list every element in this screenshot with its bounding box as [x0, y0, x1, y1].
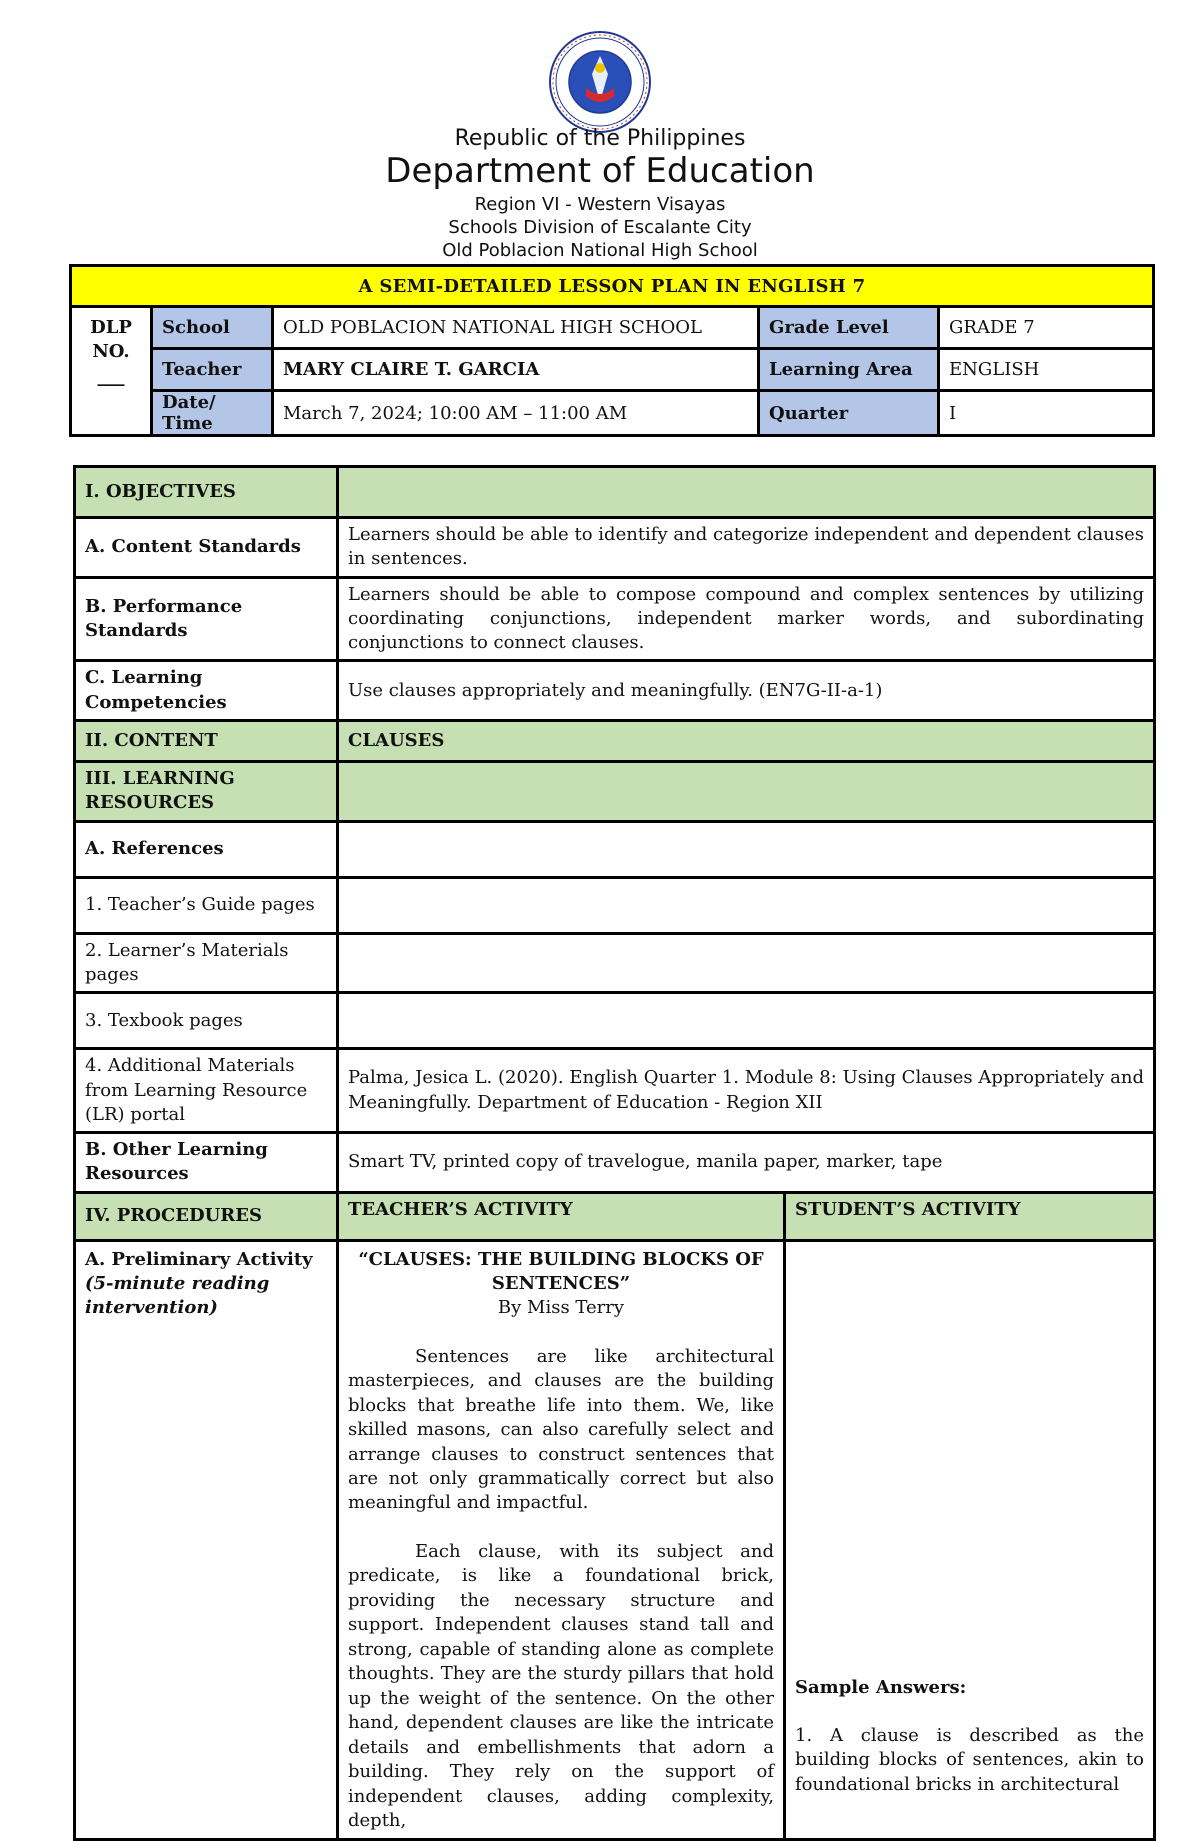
teachers-guide-value [338, 877, 1155, 933]
learning-competencies-value: Use clauses appropriately and meaningfully. (EN7G-II-a-1) [338, 661, 1155, 721]
learning-resources-fill [338, 762, 1155, 822]
other-resources-value: Smart TV, printed copy of travelogue, manila paper, marker, tape [338, 1133, 1155, 1193]
school-label: School [152, 307, 273, 349]
teacher-label: Teacher [152, 349, 273, 391]
reading-passage-cell [338, 1240, 785, 1839]
quarter-value: I [939, 391, 1154, 436]
objectives-heading: I. OBJECTIVES [75, 467, 338, 518]
sample-answers-label: Sample Answers: [795, 1676, 967, 1698]
dlp-value: ___ [97, 365, 125, 387]
other-resources-label: B. Other Learning Resources [75, 1133, 338, 1193]
additional-materials-value: Palma, Jesica L. (2020). English Quarter 1. Module 8: Using Clauses Appropriately and Meaningfully. Department of Education - Region XII [338, 1049, 1155, 1133]
content-heading: II. CONTENT [75, 721, 338, 762]
sample-answers-cell [785, 1240, 1155, 1839]
school-line: Old Poblacion National High School [442, 240, 758, 261]
region-line: Region VI - Western Visayas [474, 194, 726, 215]
content-standards-label: A. Content Standards [75, 518, 338, 578]
story-author: By Miss Terry [497, 1297, 625, 1319]
student-activity-heading: STUDENT’S ACTIVITY [785, 1192, 1155, 1240]
performance-standards-value: Learners should be able to compose compound and complex sentences by utilizing coordinating conjunctions, independent marker words, and subordinating conjunctions to connect clauses. [338, 577, 1155, 661]
deped-seal-logo [548, 30, 652, 134]
preliminary-activity-cell [75, 1240, 338, 1839]
lesson-plan-title: A SEMI-DETAILED LESSON PLAN IN ENGLISH 7 [71, 266, 1154, 307]
preliminary-activity-label: A. Preliminary Activity [85, 1248, 313, 1270]
textbook-label: 3. Texbook pages [75, 993, 338, 1049]
learning-area-label: Learning Area [759, 349, 939, 391]
grade-level-value: GRADE 7 [939, 307, 1154, 349]
content-value: CLAUSES [338, 721, 1155, 762]
date-time-label: Date/ Time [152, 391, 273, 436]
preliminary-activity-note: (5-minute reading intervention) [85, 1273, 270, 1319]
additional-materials-label: 4. Additional Materials from Learning Resource (LR) portal [75, 1049, 338, 1133]
school-value: OLD POBLACION NATIONAL HIGH SCHOOL [273, 307, 759, 349]
dlp-label: DLP NO. [90, 317, 132, 363]
content-standards-value: Learners should be able to identify and categorize independent and dependent clauses in sentences. [338, 518, 1155, 578]
performance-standards-label: B. Performance Standards [75, 577, 338, 661]
references-value [338, 821, 1155, 877]
learners-materials-label: 2. Learner’s Materials pages [75, 933, 338, 993]
objectives-heading-fill [338, 467, 1155, 518]
references-label: A. References [75, 821, 338, 877]
story-paragraph-2: Each clause, with its subject and predicate, is like a foundational brick, providing the necessary structure and support. Independent clauses stand tall and strong, capable of standing alone as complete thoughts. They are the sturdy pillars that hold up the weight of the sentence. On the other hand, dependent clauses are like the intricate details and embellishments that adorn a building. They rely on the support of independent clauses, adding complexity, depth, [348, 1540, 774, 1832]
textbook-value [338, 993, 1155, 1049]
division-line: Schools Division of Escalante City [448, 217, 752, 238]
learning-resources-heading: III. LEARNING RESOURCES [75, 762, 338, 822]
date-time-value: March 7, 2024; 10:00 AM – 11:00 AM [273, 391, 759, 436]
quarter-label: Quarter [759, 391, 939, 436]
learning-area-value: ENGLISH [939, 349, 1154, 391]
dlp-number-cell [71, 307, 152, 436]
sample-answer-1: 1. A clause is described as the building blocks of sentences, akin to foundational bricks in architectural [795, 1725, 1144, 1795]
republic-line: Republic of the Philippines [454, 126, 746, 151]
procedures-heading: IV. PROCEDURES [75, 1192, 338, 1240]
learners-materials-value [338, 933, 1155, 993]
story-paragraph-1: Sentences are like architectural masterpieces, and clauses are the building blocks that breathe life into them. We, like skilled masons, can also carefully select and arrange clauses to construct sentences that are not only grammatically correct but also meaningful and impactful. [348, 1345, 774, 1514]
teacher-activity-heading: TEACHER’S ACTIVITY [338, 1192, 785, 1240]
learning-competencies-label: C. Learning Competencies [75, 661, 338, 721]
teacher-value: MARY CLAIRE T. GARCIA [273, 349, 759, 391]
grade-level-label: Grade Level [759, 307, 939, 349]
department-title: Department of Education [385, 151, 815, 191]
story-title: “CLAUSES: THE BUILDING BLOCKS OF SENTENCES” [358, 1248, 764, 1295]
lesson-info-table [69, 264, 1155, 437]
lesson-plan-table [73, 465, 1156, 1841]
teachers-guide-label: 1. Teacher’s Guide pages [75, 877, 338, 933]
